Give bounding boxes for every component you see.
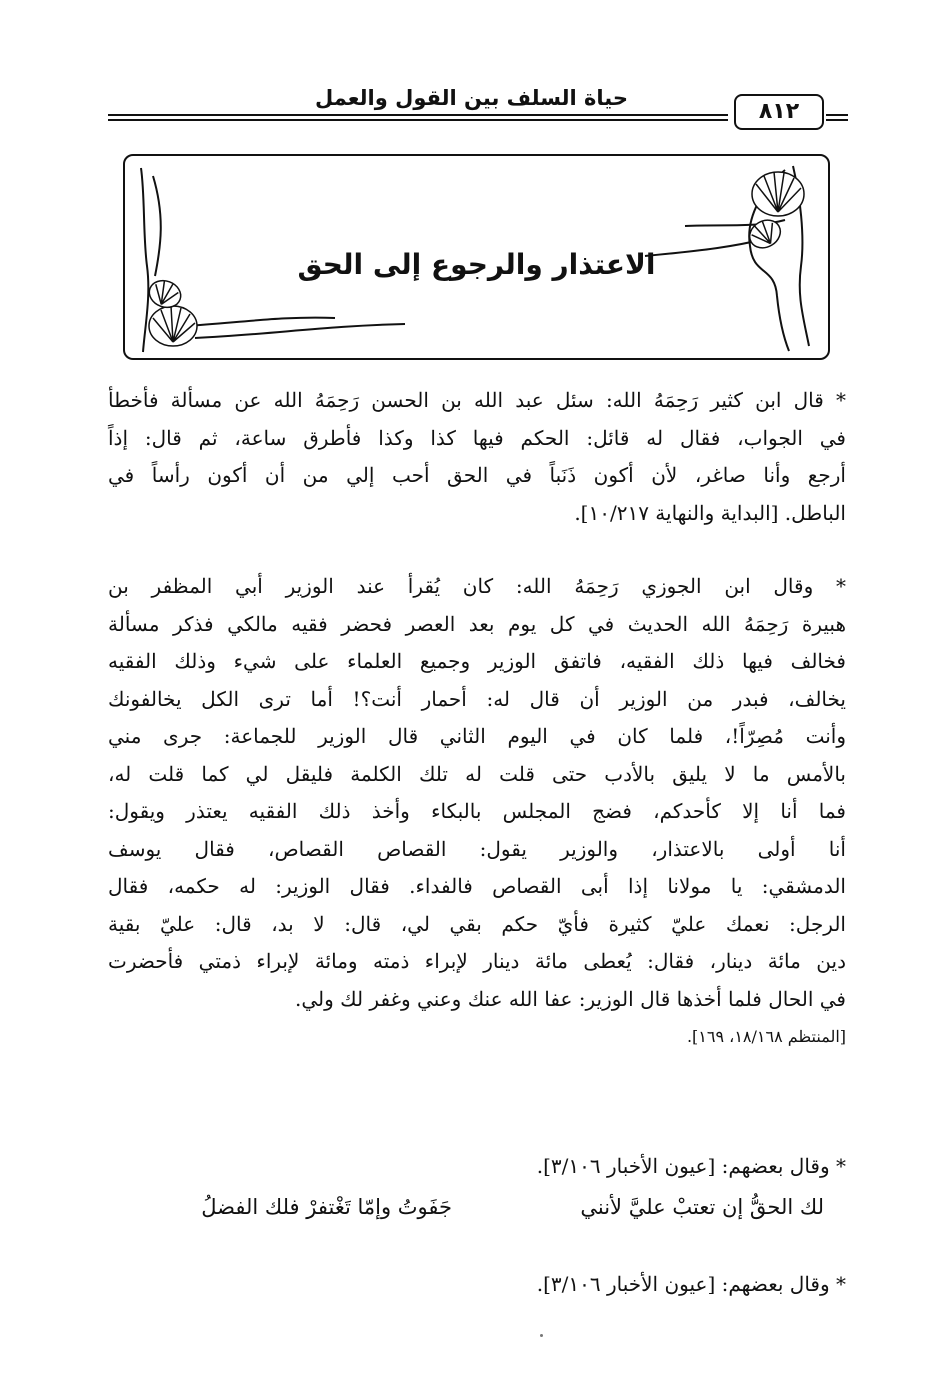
book-title: حياة السلف بين القول والعمل xyxy=(314,86,628,110)
text-line: الباطل. [البداية والنهاية ١٠/٢١٧]. xyxy=(574,500,846,525)
header-rule xyxy=(826,114,848,116)
text-line: * وقال بعضهم: [عيون الأخبار ٣/١٠٦]. xyxy=(536,1154,846,1178)
text-line: فما أنا إلا كأحدكم، فضج المجلس بالبكاء وأخذ ذلك الفقيه يعتذر ويقول: xyxy=(108,799,846,823)
header-rule xyxy=(108,114,728,116)
text-line: فخالف فيها ذلك الفقيه، فاتفق الوزير وجميع العلماء على شيء وذلك الفقيه xyxy=(108,649,846,673)
text-line: * وقال بعضهم: [عيون الأخبار ٣/١٠٦]. xyxy=(536,1272,846,1296)
text-line: بالأمس ما لا يليق بالأدب حتى قلت له تلك الكلمة فليقل لي كما قلت له، xyxy=(108,761,846,786)
text-line: * قال ابن كثير رَحِمَهُ الله: سئل عبد الله بن الحسن رَحِمَهُ الله عن مسألة فأخطأ xyxy=(108,388,846,412)
paragraph xyxy=(108,568,846,1056)
paragraph xyxy=(108,382,846,532)
text-line: الدمشقي: يا مولانا إذا أبى القصاص فالفداء. فقال الوزير: له حكمه، فقال xyxy=(108,874,846,898)
verse-first-hemistich: لك الحقُّ إن تعتبْ عليَّ لأنني xyxy=(580,1195,824,1219)
header-rule xyxy=(108,119,728,121)
page-speck xyxy=(540,1334,543,1337)
section-title: الاعتذار والرجوع إلى الحق xyxy=(297,248,656,281)
text-line: يخالف، فبدر من الوزير أن قال له: أحمار أنت؟! أما ترى الكل يخالفونك xyxy=(108,686,846,711)
text-line: في الجواب، فقال له قائل: الحكم فيها كذا وكذا فأطرق ساعة، ثم قال: إذاً xyxy=(108,425,846,450)
paragraph xyxy=(108,1148,846,1186)
text-line: وأنت مُصِرّاً!، فلما كان في اليوم الثاني قال الوزير للجماعة: جرى مني xyxy=(108,724,846,748)
running-header xyxy=(108,74,848,126)
verse-second-hemistich: جَفَوتُ وإمّا تَغْتفرْ فلك الفضلُ xyxy=(201,1195,452,1219)
section-title-frame xyxy=(123,154,830,360)
text-line: الرجل: نعمك عليّ كثيرة فأيّ حكم بقي لي، قال: لا بد، قال: عليّ بقية xyxy=(108,911,846,936)
text-line: دين مائة دينار، فقال: يُعطى مائة دينار لإبراء ذمته ومائة لإبراء ذمتي فأحضرت xyxy=(108,949,846,973)
paragraph xyxy=(108,1266,846,1304)
text-line: هبيرة رَحِمَهُ الله الحديث في كل يوم بعد العصر فحضر فقيه مالكي فذكر مسألة xyxy=(108,611,846,636)
text-line: * وقال ابن الجوزي رَحِمَهُ الله: كان يُقرأ عند الوزير أبي المظفر بن xyxy=(108,574,846,598)
text-line: أنا أولى بالاعتذار، والوزير يقول: القصاص القصاص، فقال يوسف xyxy=(108,836,846,861)
header-rule xyxy=(826,119,848,121)
text-line: أرجع وأنا صاغر، لأن أكون ذَنَباً في الحق أحب إلي من أن أكون رأساً في xyxy=(108,463,846,487)
page-number: ٨١٢ xyxy=(734,94,824,130)
citation: [المنتظم ١٨/١٦٨، ١٦٩]. xyxy=(686,1027,846,1046)
text-line: في الحال فلما أخذها قال الوزير: عفا الله عنك وعني وغفر لك ولي. xyxy=(294,986,846,1011)
